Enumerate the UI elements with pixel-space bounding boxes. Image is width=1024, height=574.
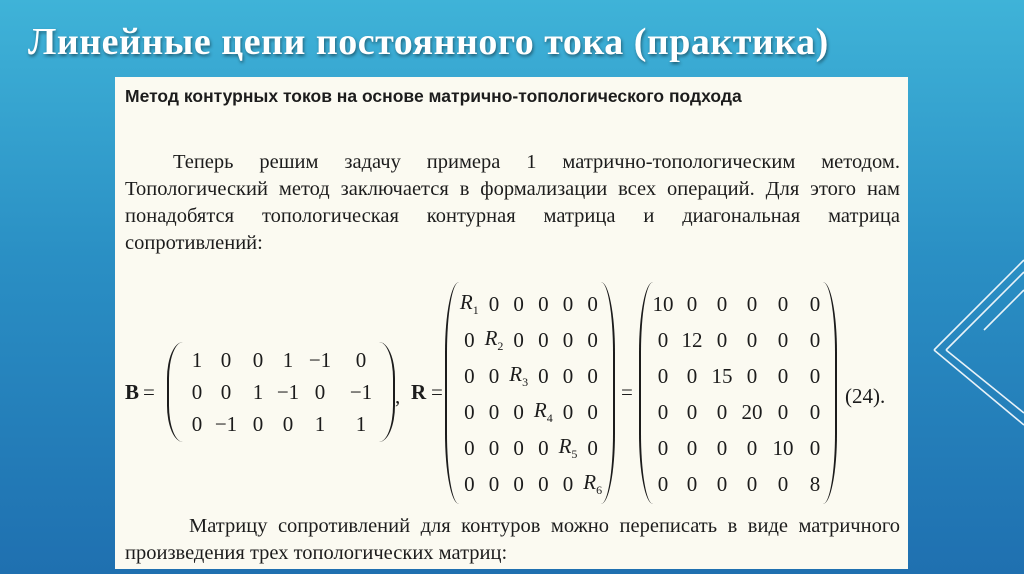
b-matrix-cell: 0	[314, 379, 326, 404]
r-symbolic-cell: 0	[538, 435, 549, 460]
r-symbolic-cell: 0	[538, 471, 549, 496]
b-matrix-cell: −1	[276, 379, 300, 404]
b-matrix-cell: −1	[308, 347, 332, 372]
b-equals: =	[143, 380, 155, 404]
b-matrix-cell: 1	[191, 347, 203, 372]
b-matrix-cell: 1	[252, 379, 264, 404]
comma: ,	[395, 384, 401, 408]
r-symbolic-cell: 0	[562, 399, 574, 424]
r-symbolic-cell: 0	[488, 435, 500, 460]
r-symbolic-cell: 0	[513, 291, 524, 316]
equation-number: (24).	[845, 384, 886, 408]
r-numeric-cell: 0	[716, 291, 728, 316]
r-symbolic-matrix	[457, 286, 605, 502]
paragraph-intro: Теперь решим задачу примера 1 матрично-топологическим методом. Топологический метод заключается в формализации всех операций. Для этого нам понадобятся топологическая контурная матрица и диагональная матрица сопротивлений:	[125, 151, 900, 254]
r-symbolic-cell: 0	[513, 399, 524, 424]
document-page	[115, 77, 908, 569]
matrix-equation	[115, 282, 908, 502]
r-numeric-cell: 8	[809, 471, 821, 496]
r-symbolic-cell: 0	[513, 471, 524, 496]
r-numeric-cell: 0	[716, 435, 728, 460]
b-matrix-cell: 0	[220, 379, 232, 404]
rn-right-paren	[823, 282, 837, 504]
r-numeric-cell: 0	[686, 435, 698, 460]
r-equals: =	[431, 380, 443, 404]
r-symbolic-cell: 0	[488, 399, 500, 424]
r-symbolic-cell: $R_2$	[484, 325, 504, 354]
b-matrix-cell: 1	[314, 411, 326, 436]
r-symbolic-cell: 0	[562, 327, 574, 352]
r-numeric-cell: 0	[657, 363, 669, 388]
r-numeric-cell: 0	[657, 471, 669, 496]
r-numeric-cell: 0	[657, 399, 669, 424]
r-numeric-cell: 0	[746, 471, 758, 496]
r-numeric-cell: 0	[746, 363, 758, 388]
r-numeric-cell: 0	[716, 399, 728, 424]
b-matrix-cell: 0	[252, 411, 264, 436]
r-numeric-cell: 0	[809, 399, 821, 424]
r-numeric-cell: 10	[772, 435, 794, 460]
r-symbolic-cell: $R_5$	[558, 433, 578, 462]
r-numeric-cell: 0	[657, 327, 669, 352]
r-numeric-cell: 0	[746, 327, 758, 352]
r-symbolic-cell: 0	[464, 471, 475, 496]
r-symbolic-cell: $R_1$	[459, 289, 479, 318]
r-numeric-cell: 0	[746, 291, 758, 316]
r-numeric-cell: 0	[809, 327, 821, 352]
r-numeric-matrix	[649, 286, 831, 502]
slide-title: Линейные цепи постоянного тока (практика)	[28, 21, 829, 63]
section-heading: Метод контурных токов на основе матрично-топологического подхода	[125, 86, 742, 106]
r-symbolic-cell: 0	[587, 435, 598, 460]
r-numeric-cell: 10	[652, 291, 674, 316]
r-symbolic-cell: 0	[587, 399, 598, 424]
r-symbolic-cell: 0	[513, 435, 524, 460]
r-numeric-cell: 20	[741, 399, 763, 424]
paragraph-conclusion: Матрицу сопротивлений для контуров можно переписать в виде матричного произведения трех топологических матриц:	[125, 515, 900, 564]
b-matrix-cell: 0	[252, 347, 264, 372]
r-symbolic-cell: 0	[488, 363, 500, 388]
r-symbolic-cell: 0	[587, 291, 598, 316]
decorative-lines	[904, 250, 1024, 430]
r-symbolic-cell: 0	[538, 327, 549, 352]
r-numeric-cell: 0	[777, 399, 789, 424]
r-symbolic-cell: $R_3$	[509, 361, 529, 390]
r-symbolic-cell: 0	[464, 327, 475, 352]
b-label: B	[125, 380, 140, 404]
r-numeric-cell: 0	[777, 327, 789, 352]
r-symbolic-cell: 0	[488, 291, 500, 316]
b-matrix-cell: −1	[214, 411, 238, 436]
b-matrix-cell: 0	[220, 347, 232, 372]
r-symbolic-cell: 0	[488, 471, 500, 496]
r-symbolic-cell: 0	[464, 399, 475, 424]
r-symbolic-cell: $R_4$	[533, 397, 553, 426]
r-numeric-cell: 0	[657, 435, 669, 460]
r-symbolic-cell: 0	[587, 327, 598, 352]
rs-right-paren	[601, 282, 615, 504]
r-symbolic-cell: 0	[538, 291, 549, 316]
r-numeric-cell: 0	[777, 363, 789, 388]
r-numeric-cell: 0	[777, 471, 789, 496]
r-symbolic-cell: 0	[562, 363, 574, 388]
r-numeric-cell: 12	[681, 327, 703, 352]
r-numeric-cell: 0	[686, 471, 698, 496]
r-symbolic-cell: 0	[538, 363, 549, 388]
r-numeric-cell: 0	[777, 291, 789, 316]
b-matrix-cell: 0	[282, 411, 294, 436]
r-numeric-cell: 0	[686, 291, 698, 316]
r-numeric-cell: 0	[809, 291, 821, 316]
r-symbolic-cell: $R_6$	[583, 469, 603, 498]
r-symbolic-cell: 0	[562, 291, 574, 316]
b-matrix-cell: 0	[355, 347, 367, 372]
r-symbolic-cell: 0	[464, 435, 475, 460]
r-numeric-cell: 0	[686, 363, 698, 388]
r-numeric-cell: 0	[686, 399, 698, 424]
b-right-paren	[379, 342, 395, 442]
b-matrix-cell: 1	[355, 411, 367, 436]
r-numeric-cell: 0	[809, 363, 821, 388]
r-numeric-cell: 0	[716, 471, 728, 496]
r-symbolic-cell: 0	[513, 327, 524, 352]
b-left-paren	[167, 342, 183, 442]
r-symbolic-cell: 0	[587, 363, 598, 388]
r-symbolic-cell: 0	[464, 363, 475, 388]
b-matrix-cell: 0	[191, 411, 203, 436]
b-matrix-cell: 0	[191, 379, 203, 404]
r-numeric-cell: 0	[809, 435, 821, 460]
r-numeric-cell: 15	[711, 363, 733, 388]
b-matrix	[183, 344, 383, 440]
r-numeric-cell: 0	[716, 327, 728, 352]
r-label: R	[411, 380, 427, 404]
equals: =	[621, 380, 633, 404]
r-numeric-cell: 0	[746, 435, 758, 460]
b-matrix-cell: 1	[282, 347, 294, 372]
r-symbolic-cell: 0	[562, 471, 574, 496]
b-matrix-cell: −1	[349, 379, 373, 404]
